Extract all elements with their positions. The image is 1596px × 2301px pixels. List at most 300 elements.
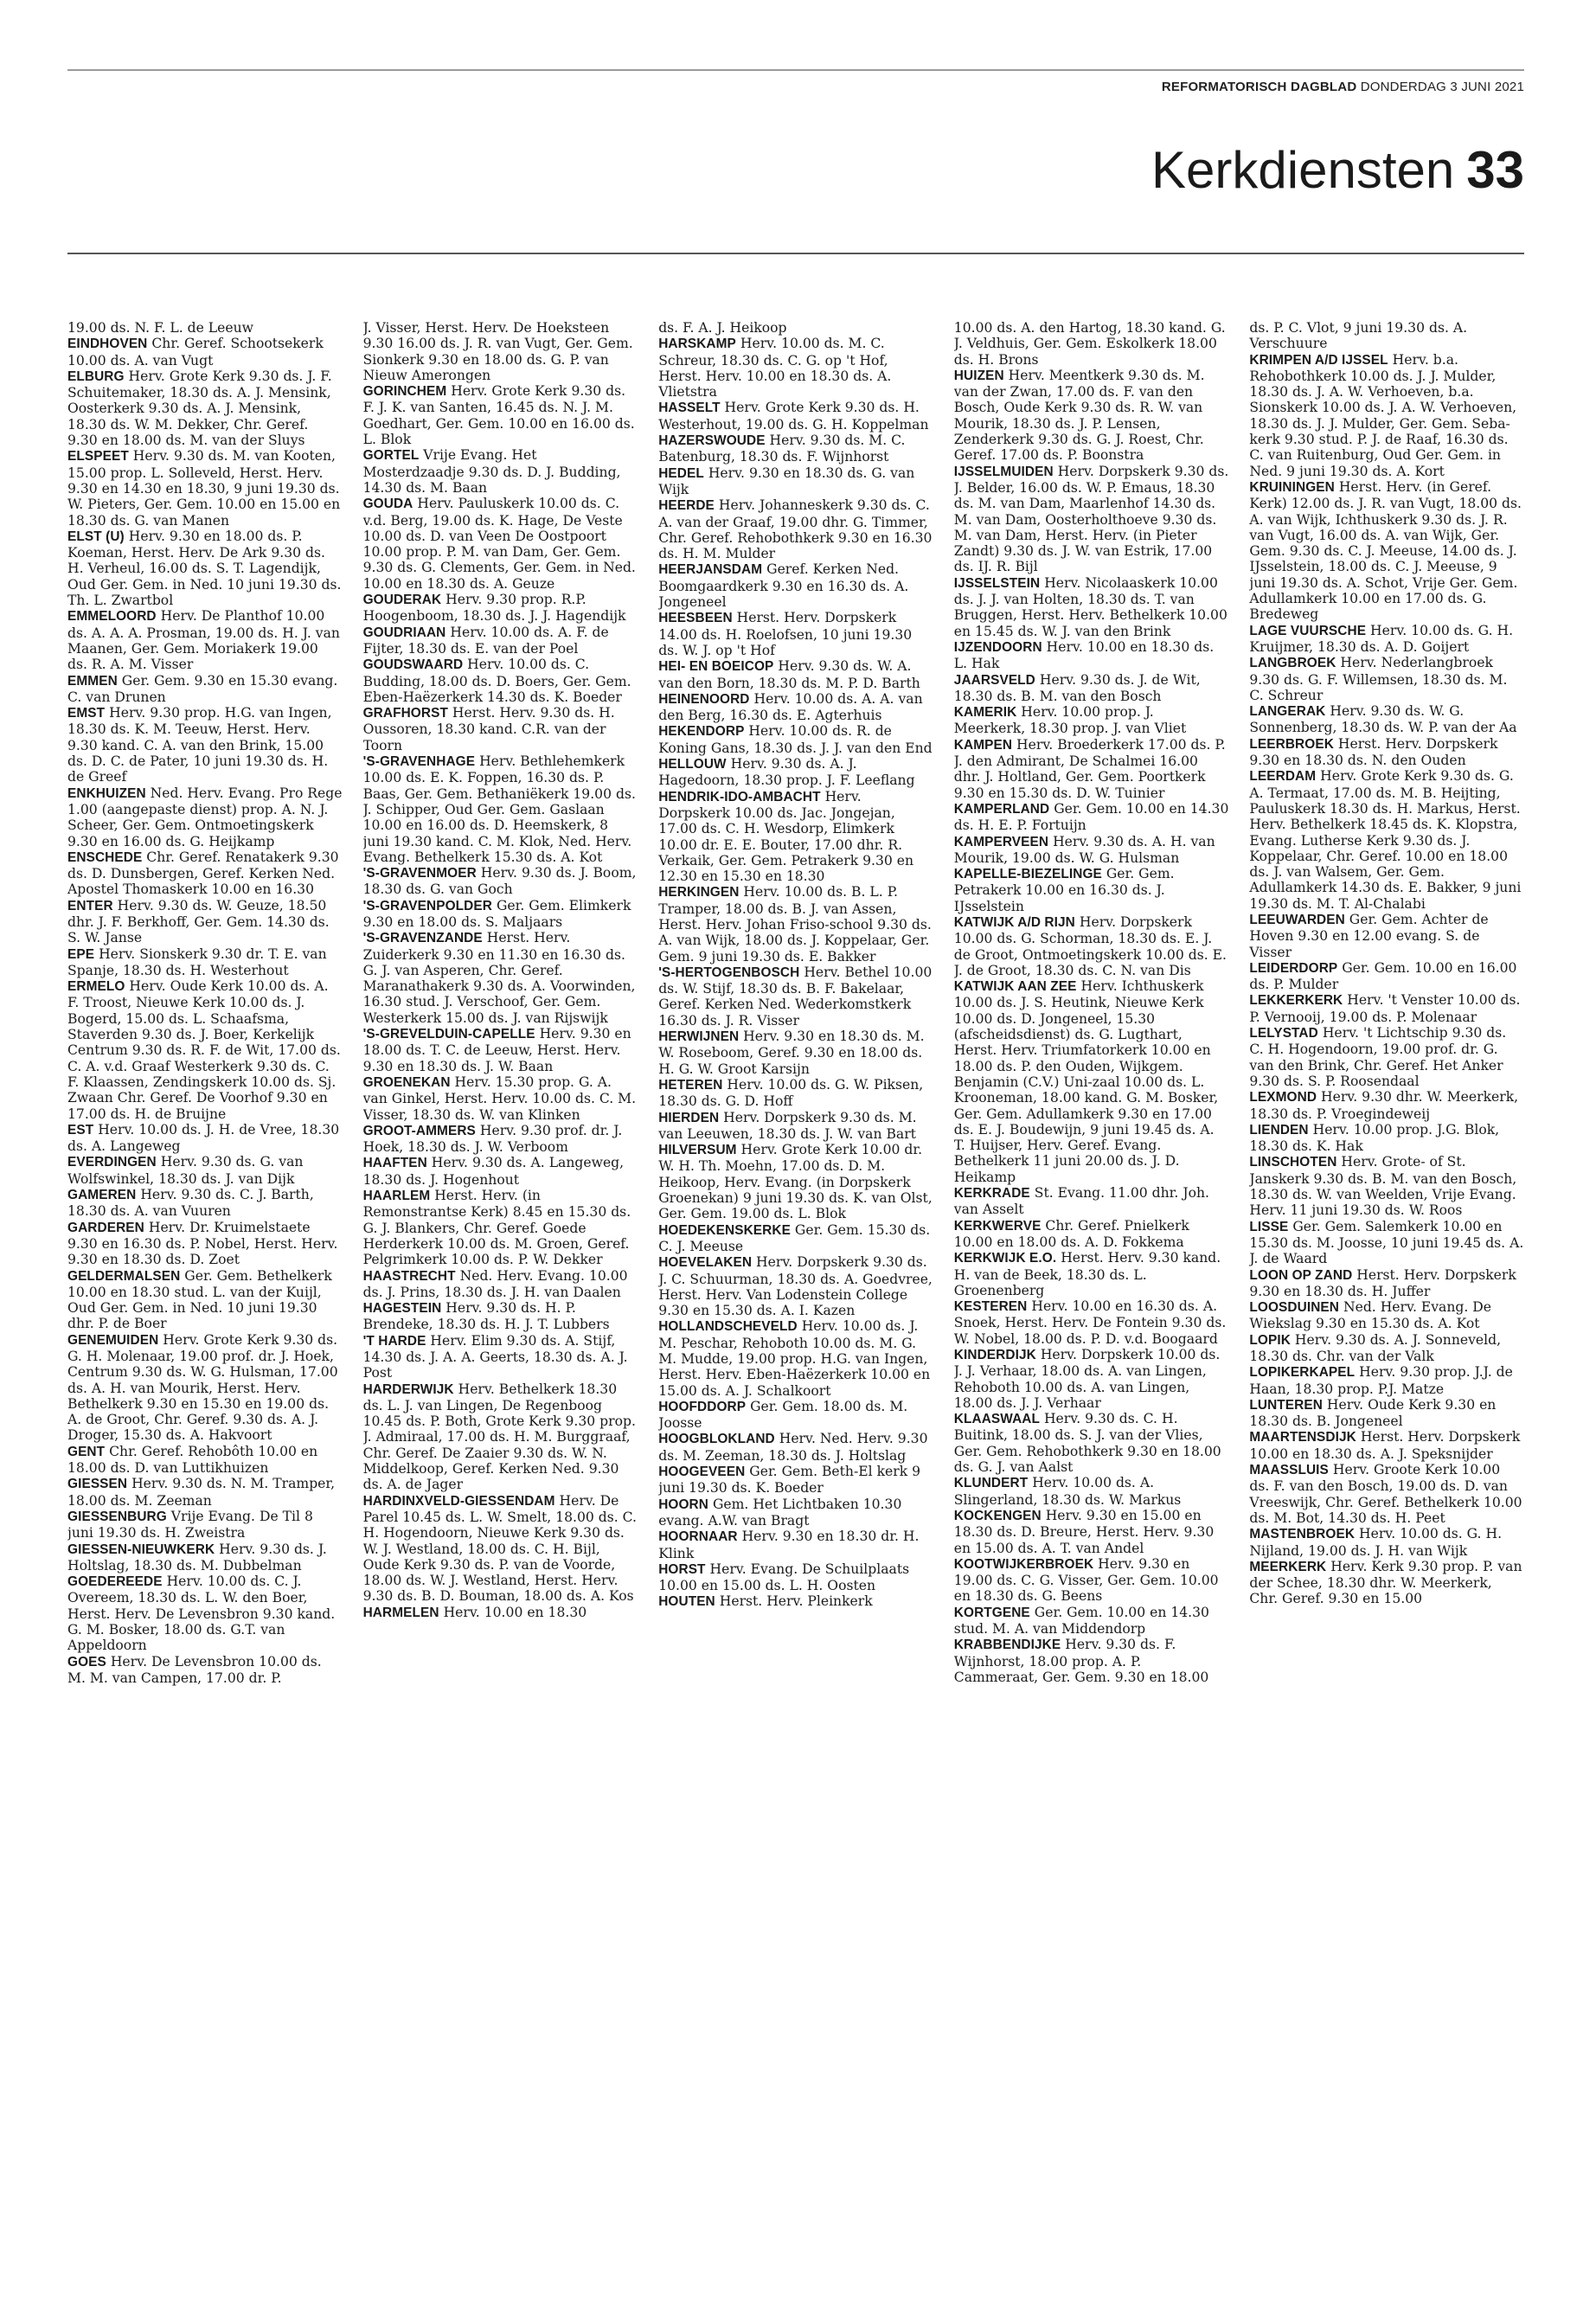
place-name: HOOGBLOKLAND bbox=[658, 1432, 775, 1447]
service-entry bbox=[67, 1476, 343, 1509]
service-details: Herv. 9.30 dhr. W. Meerkerk, 18.30 ds. P. Vroegindeweij bbox=[1249, 1089, 1519, 1122]
service-entry bbox=[67, 1444, 343, 1477]
service-details: Ger. Gem. Elimkerk 9.30 en 18.00 ds. S. Maljaars bbox=[362, 897, 631, 930]
service-entry bbox=[1249, 623, 1524, 656]
service-details: Herst. Herv. Dorpskerk 14.00 ds. H. Roelofsen, 10 juni 19.30 ds. W. J. op 't Hof bbox=[658, 610, 913, 658]
place-name: HASSELT bbox=[658, 401, 721, 416]
service-details: Herv. 10.00 ds. M. C. Schreur, 18.30 ds. C. G. op 't Hof, Herst. Herv. 10.00 en 18.30 ds. A. Vlietstra bbox=[658, 336, 892, 401]
service-details: ds. F. A. J. Heikoop bbox=[658, 320, 787, 336]
top-rule bbox=[67, 69, 1524, 71]
service-details: Herv. De Planthof 10.00 ds. A. A. A. Prosman, 19.00 ds. H. J. van Maanen, Ger. Gem. Moriakerk 19.00 ds. R. A. M. Visser bbox=[67, 608, 340, 673]
service-details: Herv. 9.30 ds. F. Wijnhorst, 18.00 prop. A. P. Cammeraat, Ger. Gem. 9.30 en 18.00 bbox=[953, 1637, 1209, 1685]
service-details: Herv. 9.30 ds. G. van Wolfswinkel, 18.30 ds. J. van Dijk bbox=[67, 1154, 304, 1187]
section-name: Kerkdiensten bbox=[1151, 141, 1455, 199]
service-details: Vrije Evang. Het Mosterdzaadje 9.30 ds. D. J. Budding, 14.30 ds. M. Baan bbox=[362, 447, 621, 496]
service-entry bbox=[658, 1399, 933, 1432]
place-name: HETEREN bbox=[658, 1077, 723, 1093]
service-entry bbox=[658, 1222, 933, 1255]
service-details: Herv. 10.00 ds. J. M. Peschar, Rehoboth 10.00 ds. M. G. M. Mudde, 19.00 prop. H.G. van Ingen, Herst. Herv. Eben-Haëzerkerk 10.00 en 15.00 ds. A. J. Schalkoort bbox=[658, 1318, 931, 1399]
service-details: Ger. Gem. Bethelkerk 10.00 en 18.30 stud. L. van der Kuijl, Oud Ger. Gem. in Ned. 10 juni 19.30 dhr. P. de Boer bbox=[67, 1267, 332, 1332]
service-entry bbox=[954, 1475, 1229, 1508]
service-details: Herv. 10.00 ds. J. H. de Vree, 18.30 ds. A. Langeweg bbox=[67, 1121, 340, 1155]
service-entry bbox=[67, 608, 343, 672]
service-entry bbox=[1249, 1559, 1524, 1607]
place-name: GRAFHORST bbox=[362, 706, 448, 721]
service-entry bbox=[363, 1300, 638, 1333]
newspaper-name: REFORMATORISCH DAGBLAD bbox=[1161, 80, 1357, 94]
column-5 bbox=[1249, 320, 1524, 2284]
place-name: GENEMUIDEN bbox=[67, 1332, 159, 1348]
service-details: Herv. Groote Kerk 10.00 ds. F. van den Bosch, 19.00 ds. D. van Vreeswijk, Chr. Geref. Bethelkerk 10.00 ds. M. Bot, 14.30 ds. H. Peet bbox=[1249, 1462, 1522, 1526]
place-name: HEKENDORP bbox=[658, 724, 745, 740]
service-details: Herv. 10.00 ds. G. W. Piksen, 18.30 ds. G. D. Hoff bbox=[658, 1076, 924, 1110]
place-name: KATWIJK A/D RIJN bbox=[953, 914, 1075, 930]
place-name: GIESSEN bbox=[67, 1477, 128, 1492]
column-3 bbox=[658, 320, 933, 2284]
service-entry bbox=[658, 336, 933, 400]
place-name: KAMPEN bbox=[953, 737, 1013, 753]
service-entry bbox=[1249, 1154, 1524, 1218]
place-name: JAARSVELD bbox=[953, 672, 1035, 688]
service-details: Herv. 10.00 en 18.30 bbox=[439, 1604, 587, 1620]
service-entry bbox=[67, 1509, 343, 1541]
service-entry bbox=[67, 705, 343, 785]
place-name: GOUDRIAAN bbox=[362, 625, 446, 640]
service-entry bbox=[954, 978, 1229, 1185]
service-details: J. Visser, Herst. Herv. De Hoeksteen 9.30 16.00 ds. J. R. van Vugt, Ger. Gem. Sionkerk 9.30 en 18.00 ds. G. P. van Nieuw Amerongen bbox=[362, 320, 633, 383]
service-entry bbox=[363, 898, 638, 931]
service-entry bbox=[1249, 1267, 1524, 1300]
service-details: Herv. 9.30 ds. M. van Kooten, 15.00 prop. L. Solleveld, Herst. Herv. 9.30 en 14.30 en 18.30, 9 juni 19.30 ds. W. Pieters, Ger. Gem. 10.00 en 15.00 en 18.30 ds. G. van Manen bbox=[67, 448, 341, 529]
service-details: Herv. 9.30 ds. J. Holtslag, 18.30 ds. M. Dubbelman bbox=[67, 1541, 327, 1574]
service-entry bbox=[363, 753, 638, 865]
place-name: HAZERSWOUDE bbox=[658, 433, 766, 449]
service-details: Herv. 9.30 ds. C. J. Barth, 18.30 ds. A. van Vuuren bbox=[67, 1187, 314, 1220]
place-name: LOPIK bbox=[1249, 1332, 1291, 1348]
column-2 bbox=[363, 320, 638, 2284]
service-details: Herv. Bethlehemkerk 10.00 ds. E. K. Foppen, 16.30 ds. P. Baas, Ger. Gem. Bethaniëkerk 19.00 ds. J. Schipper, Oud Ger. Gem. Gaslaan 10.00 en 16.00 ds. D. Heemskerk, 8 juni 19.30 kand. C. M. Klok, Ned. Herv. Evang. Bethelkerk 15.30 ds. A. Kot bbox=[362, 753, 636, 865]
service-entry bbox=[954, 1556, 1229, 1605]
service-details: Herv. 10.00 en 16.30 ds. A. Snoek, Herst. Herv. De Fontein 9.30 ds. W. Nobel, 18.00 ds. P. D. v.d. Boogaard bbox=[953, 1298, 1227, 1347]
issue-date: DONDERDAG 3 JUNI 2021 bbox=[1360, 80, 1524, 94]
service-details: Herv. b.a. Rehobothkerk 10.00 ds. J. J. Mulder, 18.30 ds. J. A. W. Verhoeven, b.a. Sionskerk 10.00 ds. J. A. W. Verhoeven, 18.30 ds. J. J. Mulder, Ger. Gem. Seba-kerk 9.30 stud. P. J. de Raaf, 16.30 ds. C. van Ruitenburg, Oud Ger. Gem. in Ned. 9 juni 19.30 ds. A. Kort bbox=[1249, 351, 1517, 479]
place-name: GOES bbox=[67, 1654, 106, 1670]
service-entry bbox=[67, 369, 343, 448]
service-entry bbox=[363, 930, 638, 1026]
service-details: Herv. Grote Kerk 10.00 dr. W. H. Th. Moehn, 17.00 ds. D. M. Heikoop, Herv. Evang. (in Dorpskerk Groenekan) 9 juni 19.30 ds. K. van Olst, Ger. Gem. 19.00 ds. L. Blok bbox=[658, 1142, 933, 1222]
service-entry bbox=[1249, 1364, 1524, 1397]
place-name: MEERKERK bbox=[1249, 1559, 1327, 1574]
service-entry bbox=[363, 1268, 638, 1301]
service-details: Herv. 10.00 ds. A. Slingerland, 18.30 ds. W. Markus bbox=[953, 1475, 1182, 1508]
service-details: Herv. 9.30 ds. H. P. Brendeke, 18.30 ds. H. J. T. Lubbers bbox=[362, 1300, 610, 1333]
place-name: HOOFDDORP bbox=[658, 1399, 747, 1414]
place-name: HELLOUW bbox=[658, 757, 727, 772]
service-entry bbox=[1249, 1397, 1524, 1430]
service-entry bbox=[67, 320, 343, 336]
place-name: KRIMPEN A/D IJSSEL bbox=[1249, 352, 1388, 368]
service-entry bbox=[658, 1431, 933, 1464]
place-name: KAMERIK bbox=[953, 705, 1017, 721]
service-details: Ger. Gem. Salemkerk 10.00 en 15.30 ds. M. Joosse, 10 juni 19.45 ds. A. J. de Waard bbox=[1249, 1218, 1524, 1267]
title-rule bbox=[67, 253, 1524, 254]
column-1 bbox=[67, 320, 343, 2284]
service-entry bbox=[954, 1637, 1229, 1685]
place-name: HARDERWIJK bbox=[362, 1381, 454, 1397]
place-name: IJSSELSTEIN bbox=[953, 575, 1041, 591]
service-entry bbox=[658, 1464, 933, 1497]
place-name: EPE bbox=[67, 946, 95, 962]
service-details: Herst. Herv. Dorpskerk 9.30 en 18.30 ds. H. Juffer bbox=[1249, 1266, 1516, 1299]
service-entry bbox=[363, 447, 638, 496]
service-details: Herv. Dorpskerk 9.30 ds. J. C. Schuurman, 18.30 ds. A. Goedvree, Herst. Herv. Van Lodenstein College 9.30 en 15.30 ds. A. I. Kazen bbox=[658, 1254, 933, 1319]
place-name: LELYSTAD bbox=[1249, 1026, 1318, 1042]
service-details: Herv. Evang. De Schuilplaats 10.00 en 15.00 ds. L. H. Oosten bbox=[658, 1561, 910, 1594]
service-details: Herv. 9.30 ds. A. J. Sonneveld, 18.30 ds. Chr. van der Valk bbox=[1249, 1331, 1502, 1364]
service-details: Herv. 9.30 ds. J. Boom, 18.30 ds. G. van Goch bbox=[362, 865, 637, 898]
service-details: 10.00 ds. A. den Hartog, 18.30 kand. G. J. Veldhuis, Ger. Gem. Eskolkerk 18.00 ds. H. Brons bbox=[953, 320, 1226, 368]
service-entry bbox=[1249, 992, 1524, 1025]
service-details: Herv. De Parel 10.45 ds. L. W. Smelt, 18.00 ds. C. H. Hogendoorn, Nieuwe Kerk 9.30 ds. W. J. Westland, 18.00 ds. C. H. Bijl, Oude Kerk 9.30 ds. P. van de Voorde, 18.00 ds. W. J. Westland, Herst. Herv. 9.30 ds. B. D. Bouman, 18.00 ds. A. Kos bbox=[362, 1492, 637, 1605]
place-name: 'S-GRAVENHAGE bbox=[362, 754, 476, 770]
place-name: 'S-GRAVENZANDE bbox=[362, 931, 483, 946]
service-details: Herv. Johanneskerk 9.30 ds. C. A. van der Graaf, 19.00 dhr. G. Timmer, Chr. Geref. Rehobothkerk 9.30 en 16.30 ds. H. M. Mulder bbox=[658, 497, 933, 562]
service-entry bbox=[67, 673, 343, 706]
service-details: Herv. 9.30 ds. N. M. Tramper, 18.00 ds. M. Zeeman bbox=[67, 1476, 336, 1509]
place-name: HERWIJNEN bbox=[658, 1029, 740, 1045]
place-name: GAMEREN bbox=[67, 1188, 137, 1203]
service-entry bbox=[363, 1333, 638, 1381]
service-details: Herv. 10.00 en 18.30 ds. L. Hak bbox=[953, 638, 1215, 672]
place-name: EMMEN bbox=[67, 673, 118, 689]
place-name: GROOT-AMMERS bbox=[362, 1123, 476, 1138]
place-name: HEERDE bbox=[658, 498, 715, 514]
service-details: Herst. Herv. (in Remonstrantse Kerk) 8.45 en 15.30 ds. G. J. Blankers, Chr. Geref. Goede Herderkerk 10.00 ds. M. Groen, Geref. Pelgrimkerk 10.00 ds. P. W. Dekker bbox=[362, 1188, 631, 1268]
service-entry bbox=[658, 400, 933, 433]
place-name: KESTEREN bbox=[953, 1299, 1028, 1315]
service-details: Herv. Elim 9.30 ds. A. Stijf, 14.30 ds. J. A. A. Geerts, 18.30 ds. A. J. Post bbox=[362, 1332, 628, 1381]
service-entry bbox=[363, 705, 638, 753]
service-entry bbox=[67, 1220, 343, 1268]
service-entry bbox=[954, 464, 1229, 575]
service-entry bbox=[1249, 1089, 1524, 1122]
service-entry bbox=[67, 849, 343, 898]
place-name: 'S-GRAVENMOER bbox=[362, 866, 477, 881]
service-details: Herv. 't Lichtschip 9.30 ds. C. H. Hogendoorn, 19.00 prof. dr. G. van den Brink, Chr. Geref. Het Anker 9.30 ds. S. P. Roosendaal bbox=[1249, 1025, 1507, 1089]
service-entry bbox=[658, 1077, 933, 1110]
service-entry bbox=[954, 704, 1229, 737]
service-entry bbox=[363, 383, 638, 447]
place-name: LEXMOND bbox=[1249, 1090, 1317, 1106]
service-details: Herst. Herv. (in Geref. Kerk) 12.00 ds. J. R. van Vugt, 18.00 ds. A. van Wijk, Ichthuskerk 9.30 ds. J. R. van Vugt, 16.00 ds. A. van Wijk, Ger. Gem. 9.30 ds. C. J. Meeuse, 14.00 ds. J. IJsselstein, 18.00 ds. C. J. Meeuse, 9 juni 19.30 ds. A. Schot, Vrije Ger. Gem. Adullamkerk 10.00 en 17.00 ds. G. Bredeweg bbox=[1249, 478, 1522, 623]
place-name: GELDERMALSEN bbox=[67, 1268, 181, 1284]
place-name: HAASTRECHT bbox=[362, 1268, 456, 1284]
service-details: Ger. Gem. 10.00 en 14.30 ds. H. E. P. Fortuijn bbox=[953, 800, 1229, 834]
service-details: Herv. Kerk 9.30 prop. P. van der Schee, 18.30 dhr. W. Meerkerk, Chr. Geref. 9.30 en 15.00 bbox=[1249, 1558, 1522, 1607]
service-details: Herst. Herv. Dorpskerk 10.00 en 18.30 ds. A. J. Speksnijder bbox=[1249, 1429, 1521, 1462]
place-name: KAMPERVEEN bbox=[953, 834, 1049, 849]
place-name: 'S-GRAVENPOLDER bbox=[362, 898, 492, 913]
service-entry bbox=[954, 1508, 1229, 1556]
service-entry bbox=[67, 336, 343, 369]
service-entry bbox=[658, 497, 933, 561]
service-details: Herv. 9.30 en 18.30 ds. G. van Wijk bbox=[658, 465, 915, 497]
service-details: Herv. 9.30 prop. H.G. van Ingen, 18.30 ds. K. M. Teeuw, Herst. Herv. 9.30 kand. C. A. van den Brink, 15.00 ds. D. C. de Pater, 10 juni 19.30 ds. H. de Greef bbox=[67, 705, 332, 785]
service-entry bbox=[363, 320, 638, 383]
service-details: Herv. 9.30 prop. R.P. Hoogenboom, 18.30 ds. J. J. Hagendijk bbox=[362, 592, 626, 625]
service-entry bbox=[67, 1332, 343, 1444]
place-name: HOEDEKENSKERKE bbox=[658, 1222, 791, 1238]
service-entry bbox=[1249, 479, 1524, 623]
service-entry bbox=[658, 723, 933, 756]
place-name: 'S-HERTOGENBOSCH bbox=[658, 965, 800, 980]
place-name: HUIZEN bbox=[953, 368, 1004, 383]
service-entry bbox=[1249, 1462, 1524, 1526]
place-name: HORST bbox=[658, 1561, 706, 1577]
service-details: Herst. Herv. Pleinkerk bbox=[715, 1593, 873, 1610]
place-name: KOCKENGEN bbox=[953, 1508, 1042, 1523]
service-entry bbox=[954, 866, 1229, 914]
service-entry bbox=[67, 978, 343, 1122]
place-name: HOOGEVEEN bbox=[658, 1465, 746, 1480]
service-entry bbox=[954, 1298, 1229, 1347]
service-details: Vrije Evang. De Til 8 juni 19.30 ds. H. Zweistra bbox=[67, 1508, 313, 1541]
service-entry bbox=[1249, 352, 1524, 479]
service-entry bbox=[658, 1142, 933, 1221]
service-details: Ger. Gem. 9.30 en 15.30 evang. C. van Drunen bbox=[67, 672, 338, 705]
service-details: Herv. Ichthuskerk 10.00 ds. J. S. Heutink, Nieuwe Kerk 10.00 ds. D. Jongeneel, 15.30 (afscheidsdienst) ds. G. Lugthart, Herst. Herv. Triumfatorkerk 10.00 en 18.00 ds. P. den Ouden, Wijkgem. Benjamin (C.V.) Uni-zaal 10.00 ds. L. Krooneman, 18.00 kand. G. M. Bosker, Ger. Gem. Adullamkerk 9.30 en 17.00 ds. E. J. Boudewijn, 9 juni 19.45 ds. A. T. Huijser, Herv. Geref. Evang. Bethelkerk 11 juni 20.00 ds. J. D. Heikamp bbox=[953, 978, 1219, 1185]
place-name: KRUININGEN bbox=[1249, 479, 1335, 495]
service-entry bbox=[363, 1026, 638, 1074]
place-name: LEERDAM bbox=[1249, 769, 1317, 785]
service-entry bbox=[1249, 960, 1524, 993]
service-details: Herv. Nederlangbroek 9.30 ds. G. F. Willemsen, 18.30 ds. M. C. Schreur bbox=[1249, 655, 1508, 703]
service-details: Herv. 10.00 prop. J.G. Blok, 18.30 ds. K. Hak bbox=[1249, 1121, 1500, 1155]
service-details: Ger. Gem. 18.00 ds. M. Joosse bbox=[658, 1398, 908, 1432]
place-name: LANGBROEK bbox=[1249, 656, 1336, 671]
place-name: HEDEL bbox=[658, 465, 704, 481]
service-details: Herv. 9.30 en 18.30 ds. M. W. Roseboom, Geref. 9.30 en 18.00 ds. H. G. W. Groot Karsijn bbox=[658, 1029, 925, 1077]
place-name: HAAFTEN bbox=[362, 1156, 427, 1171]
place-name: HOEVELAKEN bbox=[658, 1255, 753, 1271]
place-name: LOON OP ZAND bbox=[1249, 1267, 1353, 1283]
service-entry bbox=[1249, 1219, 1524, 1267]
service-entry bbox=[658, 658, 933, 691]
service-details: Herv. Dorpskerk 9.30 ds. J. Belder, 16.00 ds. W. P. Emaus, 18.30 ds. M. van Dam, Maarlenhof 14.30 ds. M. van Dam, Oosterholthoeve 9.30 ds. M. van Dam, Herst. Herv. (in Pieter Zandt) 9.30 ds. J. W. van Estrik, 17.00 ds. IJ. R. Bijl bbox=[953, 463, 1229, 575]
service-entry bbox=[954, 320, 1229, 368]
service-entry bbox=[67, 898, 343, 946]
place-name: MAARTENSDIJK bbox=[1249, 1430, 1356, 1445]
place-name: HOORNAAR bbox=[658, 1529, 738, 1545]
place-name: LUNTEREN bbox=[1249, 1397, 1323, 1413]
service-entry bbox=[658, 965, 933, 1029]
service-entry bbox=[363, 1381, 638, 1493]
place-name: KRABBENDIJKE bbox=[953, 1638, 1061, 1653]
place-name: HAARLEM bbox=[362, 1189, 431, 1204]
service-details: Herv. De Levensbron 10.00 ds. M. M. van Campen, 17.00 dr. P. bbox=[67, 1653, 322, 1686]
place-name: IJZENDOORN bbox=[953, 639, 1042, 655]
service-details: Herv. Dorpskerk 10.00 ds. Jac. Jongejan, 17.00 ds. C. H. Wesdorp, Elimkerk 10.00 dr. E. E. Bouter, 17.00 dhr. R. Verkaik, Ger. Gem. Petrakerk 9.30 en 12.30 en 15.30 en 18.30 bbox=[658, 788, 914, 885]
place-name: GIESSEN-NIEUWKERK bbox=[67, 1541, 215, 1557]
service-details: St. Evang. 11.00 dhr. Joh. van Asselt bbox=[953, 1185, 1209, 1218]
service-details: Herst. Herv. 9.30 kand. H. van de Beek, 18.30 ds. L. Groenenberg bbox=[953, 1250, 1221, 1298]
place-name: HOORN bbox=[658, 1497, 708, 1512]
place-name: MAASSLUIS bbox=[1249, 1463, 1329, 1478]
service-entry bbox=[67, 1541, 343, 1574]
service-details: Herv. Grote Kerk 9.30 ds. H. Westerhout, 19.00 ds. G. H. Koppelman bbox=[658, 400, 929, 433]
service-details: Ger. Gem. 15.30 ds. C. J. Meeuse bbox=[658, 1221, 931, 1254]
place-name: LANGERAK bbox=[1249, 704, 1326, 720]
service-entry bbox=[658, 789, 933, 885]
place-name: GIESSENBURG bbox=[67, 1509, 167, 1524]
service-details: Herv. Ned. Herv. 9.30 ds. M. Zeeman, 18.30 ds. J. Holtslag bbox=[658, 1431, 928, 1464]
service-entry bbox=[954, 1347, 1229, 1411]
service-entry bbox=[363, 1155, 638, 1188]
service-entry bbox=[67, 1122, 343, 1155]
place-name: LEERBROEK bbox=[1249, 736, 1334, 752]
place-name: HIERDEN bbox=[658, 1110, 720, 1125]
place-name: GOUDSWAARD bbox=[362, 657, 464, 673]
service-entry bbox=[954, 639, 1229, 672]
service-entry bbox=[363, 1188, 638, 1267]
service-entry bbox=[67, 1654, 343, 1687]
service-entry bbox=[363, 496, 638, 592]
service-details: Herv. 10.00 ds. G. H. Kruijmer, 18.30 ds. A. D. Goijert bbox=[1249, 622, 1514, 655]
service-details: Herv. Pauluskerk 10.00 ds. C. v.d. Berg, 19.00 ds. K. Hage, De Veste 10.00 ds. D. van Veen De Oostpoort 10.00 prop. P. M. van Dam, Ger. Gem. 9.30 ds. G. Clements, Ger. Gem. in Ned. 10.00 en 18.30 ds. A. Geuze bbox=[362, 496, 636, 592]
service-details: Herv. 10.00 ds. A. F. de Fijter, 18.30 ds. E. van der Poel bbox=[362, 624, 609, 657]
place-name: 'S-GREVELDUIN-CAPELLE bbox=[362, 1027, 535, 1042]
service-entry bbox=[954, 1250, 1229, 1298]
place-name: HENDRIK-IDO-AMBACHT bbox=[658, 789, 821, 804]
service-details: Herv. 't Venster 10.00 ds. P. Vernooij, 19.00 ds. P. Molenaar bbox=[1249, 992, 1521, 1025]
service-entry bbox=[1249, 1332, 1524, 1365]
service-entry bbox=[67, 448, 343, 528]
place-name: GOUDA bbox=[362, 497, 413, 512]
service-entry bbox=[658, 1110, 933, 1143]
place-name: HOUTEN bbox=[658, 1594, 715, 1610]
service-details: Herv. Dorpskerk 10.00 ds. J. J. Verhaar, 18.00 ds. A. van Lingen, Rehoboth 10.00 ds. A. van Lingen, 18.00 ds. J. J. Verhaar bbox=[953, 1347, 1221, 1411]
service-details: Ger. Gem. Petrakerk 10.00 en 16.30 ds. J. IJsselstein bbox=[953, 866, 1175, 914]
service-details: Herv. Dorpskerk 9.30 ds. M. van Leeuwen, 18.30 ds. J. W. van Bart bbox=[658, 1109, 917, 1142]
place-name: GOEDEREEDE bbox=[67, 1574, 163, 1590]
place-name: ELST (U) bbox=[67, 529, 125, 544]
service-entry bbox=[1249, 1299, 1524, 1332]
place-name: KLAASWAAL bbox=[953, 1412, 1040, 1427]
column-4 bbox=[954, 320, 1229, 2284]
service-entry bbox=[1249, 1025, 1524, 1089]
service-details: Herv. 9.30 ds. W. A. van den Born, 18.30 ds. M. P. D. Barth bbox=[658, 658, 920, 691]
service-entry bbox=[363, 657, 638, 705]
place-name: IJSSELMUIDEN bbox=[953, 464, 1054, 479]
service-details: Herv. 10.00 prop. J. Meerkerk, 18.30 prop. J. van Vliet bbox=[953, 704, 1187, 737]
place-name: ELSPEET bbox=[67, 449, 129, 465]
service-entry bbox=[658, 691, 933, 724]
service-details: Herv. 9.30 ds. M. C. Batenburg, 18.30 ds. F. Wijnhorst bbox=[658, 433, 906, 465]
service-entry bbox=[1249, 736, 1524, 769]
place-name: GORTEL bbox=[362, 448, 420, 464]
service-details: Herv. 10.00 ds. G. H. Nijland, 19.00 ds. J. H. van Wijk bbox=[1249, 1526, 1503, 1559]
service-details: Herv. 9.30 prop. J.J. de Haan, 18.30 prop. P.J. Matze bbox=[1249, 1364, 1513, 1397]
place-name: HAGESTEIN bbox=[362, 1301, 442, 1317]
service-entry bbox=[954, 1218, 1229, 1251]
service-details: Herv. 10.00 ds. C. Budding, 18.00 ds. D. Boers, Ger. Gem. Eben-Haëzerkerk 14.30 ds. K. Boeder bbox=[362, 657, 631, 705]
service-entry bbox=[954, 914, 1229, 978]
service-details: Herv. 10.00 ds. B. L. P. Tramper, 18.00 ds. B. J. van Assen, Herst. Herv. Johan Friso-school 9.30 ds. A. van Wijk, 18.00 ds. J. Koppelaar, Ger. Gem. 9 juni 19.30 ds. E. Bakker bbox=[658, 884, 932, 965]
service-entry bbox=[658, 1497, 933, 1529]
place-name: KERKWERVE bbox=[953, 1218, 1042, 1234]
listing-columns bbox=[67, 320, 1524, 2284]
service-details: Herv. 9.30 ds. C. H. Buitink, 18.00 ds. S. J. van der Vlies, Ger. Gem. Rehobothkerk 9.30 en 18.00 ds. G. J. van Aalst bbox=[953, 1411, 1221, 1476]
service-details: Herv. 9.30 en 19.00 ds. C. G. Visser, Ger. Gem. 10.00 en 18.30 ds. G. Beens bbox=[953, 1555, 1219, 1605]
place-name: KATWIJK AAN ZEE bbox=[953, 979, 1077, 995]
place-name: LOOSDUINEN bbox=[1249, 1300, 1339, 1316]
place-name: HEERJANSDAM bbox=[658, 562, 763, 578]
service-entry bbox=[67, 529, 343, 608]
service-entry bbox=[363, 625, 638, 657]
service-details: Herv. 10.00 ds. R. de Koning Gans, 18.30 ds. J. J. van den End bbox=[658, 723, 933, 756]
place-name: MASTENBROEK bbox=[1249, 1527, 1356, 1542]
service-details: Chr. Geref. Schootsekerk 10.00 ds. A. van Vugt bbox=[67, 336, 324, 369]
place-name: GARDEREN bbox=[67, 1220, 144, 1235]
place-name: EST bbox=[67, 1122, 94, 1138]
place-name: KORTGENE bbox=[953, 1605, 1030, 1620]
service-entry bbox=[67, 1154, 343, 1187]
service-entry bbox=[363, 1605, 638, 1621]
place-name: HERKINGEN bbox=[658, 885, 740, 901]
service-details: Herv. Grote Kerk 9.30 ds. J. F. Schuitemaker, 18.30 ds. A. J. Mensink, Oosterkerk 9.30 ds. A. J. Mensink, 18.30 ds. W. M. Dekker, Chr. Geref. 9.30 en 18.00 ds. M. van der Sluys bbox=[67, 368, 332, 449]
service-entry bbox=[954, 575, 1229, 639]
place-name: GORINCHEM bbox=[362, 384, 447, 400]
service-entry bbox=[658, 433, 933, 465]
service-details: Ger. Gem. 10.00 en 14.30 stud. M. A. van Middendorp bbox=[953, 1604, 1209, 1638]
service-entry bbox=[954, 1411, 1229, 1475]
place-name: LISSE bbox=[1249, 1219, 1289, 1234]
place-name: HEINENOORD bbox=[658, 691, 750, 707]
service-entry bbox=[67, 1574, 343, 1653]
place-name: KERKWIJK E.O. bbox=[953, 1251, 1057, 1266]
service-details: Chr. Geref. Rehobôth 10.00 en 18.00 ds. D. van Luttikhuizen bbox=[67, 1443, 318, 1477]
service-details: Herv. Dr. Kruimelstaete 9.30 en 16.30 ds. P. Nobel, Herst. Herv. 9.30 en 18.30 ds. D. Zoet bbox=[67, 1219, 338, 1268]
masthead bbox=[1162, 80, 1524, 94]
place-name: KAMPERLAND bbox=[953, 801, 1050, 817]
place-name: HILVERSUM bbox=[658, 1143, 737, 1158]
place-name: ENSCHEDE bbox=[67, 849, 143, 865]
place-name: ENTER bbox=[67, 898, 113, 913]
service-details: Herv. 9.30 en 18.00 ds. P. Koeman, Herst. Herv. De Ark 9.30 ds. H. Verheul, 16.00 ds. S. T. Lagendijk, Oud Ger. Gem. in Ned. 10 juni 19.30 ds. Th. L. Zwartbol bbox=[67, 528, 342, 609]
place-name: GROENEKAN bbox=[362, 1074, 451, 1090]
place-name: GENT bbox=[67, 1444, 106, 1459]
place-name: LEEUWARDEN bbox=[1249, 912, 1345, 927]
place-name: HARDINXVELD-GIESSENDAM bbox=[362, 1493, 555, 1509]
service-entry bbox=[658, 1529, 933, 1561]
service-details: Herv. 9.30 en 15.00 en 18.30 ds. D. Breure, Herst. Herv. 9.30 en 15.00 ds. A. T. van Andel bbox=[953, 1507, 1215, 1556]
service-details: Herv. Bethelkerk 18.30 ds. L. J. van Lingen, De Regenboog 10.45 ds. P. Both, Grote Kerk 9.30 prop. J. Admiraal, 17.00 ds. H. M. Burggraaf, Chr. Geref. De Zaaier 9.30 ds. W. N. Middelkoop, Geref. Kerken Ned. 9.30 ds. A. de Jager bbox=[362, 1381, 636, 1493]
place-name: LEIDERDORP bbox=[1249, 960, 1338, 976]
service-details: Herv. 9.30 ds. W. G. Sonnenberg, 18.30 ds. W. P. van der Aa bbox=[1249, 703, 1517, 736]
service-entry bbox=[1249, 1526, 1524, 1559]
service-entry bbox=[1249, 912, 1524, 960]
service-entry bbox=[954, 737, 1229, 801]
service-details: Gem. Het Lichtbaken 10.30 evang. A.W. van Bragt bbox=[658, 1496, 902, 1529]
service-details: Ger. Gem. Achter de Hoven 9.30 en 12.00 evang. S. de Visser bbox=[1249, 911, 1489, 960]
service-entry bbox=[363, 1123, 638, 1156]
service-entry bbox=[658, 561, 933, 610]
service-details: Herv. Sionskerk 9.30 dr. T. E. van Spanje, 18.30 ds. H. Westerhout bbox=[67, 945, 327, 978]
place-name: ELBURG bbox=[67, 369, 125, 384]
place-name: HEESBEEN bbox=[658, 611, 733, 626]
service-entry bbox=[954, 368, 1229, 464]
service-details: Ger. Gem. Beth-El kerk 9 juni 19.30 ds. K. Boeder bbox=[658, 1464, 921, 1497]
